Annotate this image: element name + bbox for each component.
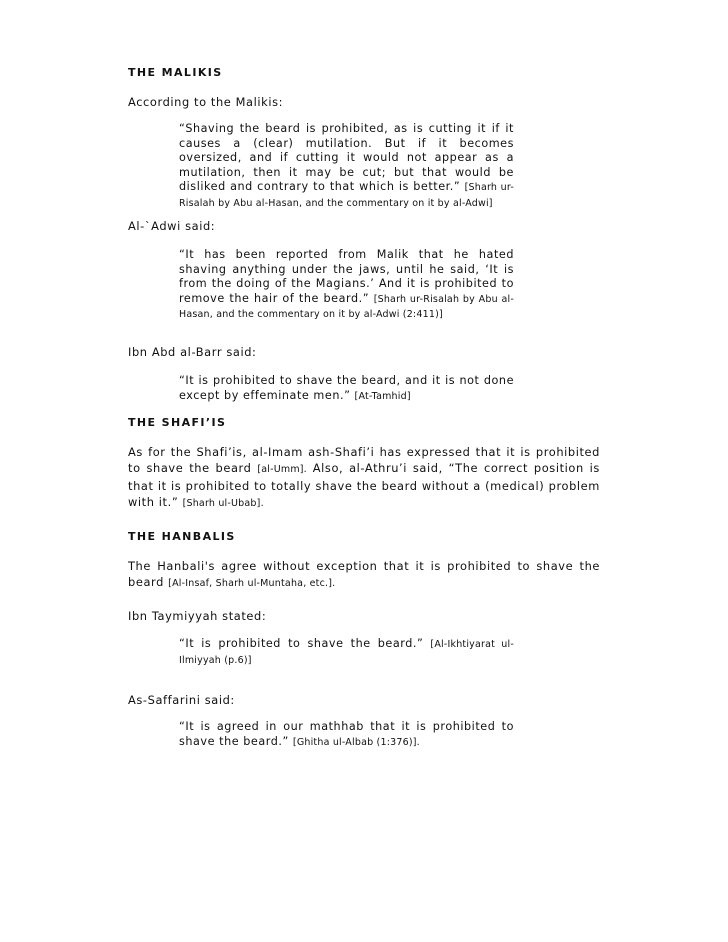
shafis-paragraph (128, 444, 600, 512)
section-heading-hanbalis: THE HANBALIS (128, 530, 236, 543)
taymiyyah-intro: Ibn Taymiyyah stated: (128, 609, 267, 623)
quote-barr (179, 374, 514, 404)
shafis-text-2: Also, al-Athru’i said, “The correct position is that it is prohibited to totally shave the beard without a (medical) problem with it.” (128, 461, 600, 509)
quote-taymiyyah (179, 637, 514, 668)
barr-intro: Ibn Abd al-Barr said: (128, 345, 257, 359)
hanbalis-paragraph (128, 558, 600, 592)
shafis-reference-2: [Sharh ul-Ubab]. (182, 498, 264, 509)
saffarini-intro: As-Saffarini said: (128, 693, 235, 707)
quote-reference: [Sharh ur-Risalah by Abu al-Hasan, and the commentary on it by al-Adwi (2:411)] (179, 293, 514, 320)
section-heading-malikis: THE MALIKIS (128, 66, 223, 79)
quote-text: “Shaving the beard is prohibited, as is cutting it if it causes a (clear) mutilation. But if it becomes oversized, and if cutting it would not appear as a mutilation, then it may be cut; but that would be disliked and contrary to that which is better.” (179, 122, 514, 193)
shafis-text-1: As for the Shafi’is, al-Imam ash-Shafi’i has expressed that it is prohibited to shave the beard (128, 445, 600, 475)
shafis-reference-1: [al-Umm]. (257, 464, 307, 475)
quote-saffarini (179, 720, 514, 750)
quote-reference: [Al-Ikhtiyarat ul-Ilmiyyah (p.6)] (179, 639, 514, 666)
quote-text: “It is prohibited to shave the beard.” (179, 637, 424, 650)
quote-text: “It is prohibited to shave the beard, and it is not done except by effeminate men.” (179, 374, 514, 402)
adwi-intro: Al-`Adwi said: (128, 219, 216, 233)
quote-text: “It has been reported from Malik that he hated shaving anything under the jaws, until he said, ‘It is from the doing of the Magians.’ And it is prohibited to remove the hair of the beard.” (179, 248, 514, 305)
section-heading-shafis: THE SHAFI’IS (128, 416, 227, 429)
quote-malikis-shaving (179, 122, 514, 211)
quote-reference: [At-Tamhid] (354, 390, 411, 402)
hanbalis-reference: [Al-Insaf, Sharh ul-Muntaha, etc.]. (168, 578, 336, 589)
quote-reference: [Sharh ur-Risalah by Abu al-Hasan, and the commentary on it by al-Adwi] (179, 182, 514, 209)
quote-text: “It is agreed in our mathhab that it is prohibited to shave the beard.” (179, 720, 514, 748)
quote-malik-jaws (179, 248, 514, 323)
malikis-intro: According to the Malikis: (128, 95, 284, 109)
quote-reference: [Ghitha ul-Albab (1:376)]. (292, 736, 420, 748)
hanbalis-text: The Hanbali's agree without exception that it is prohibited to shave the beard (128, 559, 600, 589)
